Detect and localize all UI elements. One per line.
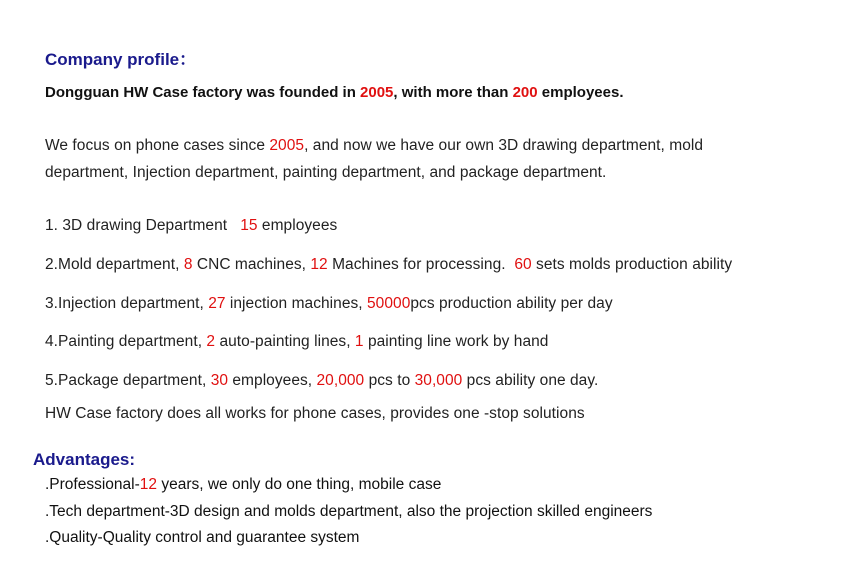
founded-text-3: employees. [537, 84, 624, 101]
dept2-num-3: 60 [514, 256, 532, 273]
founded-text-1: Dongguan HW Case factory was founded in [45, 84, 361, 101]
dept2-text-d: sets molds production ability [531, 256, 733, 273]
founded-year: 2005 [360, 84, 394, 101]
dept5-text-d: pcs ability one day. [462, 372, 599, 389]
focus-text-b: , and now we have our own 3D drawing department, mold [304, 137, 704, 154]
advantage-item-1 [45, 476, 441, 494]
dept5-num-2: 20,000 [316, 372, 365, 389]
dept5-text-a: 5.Package department, [45, 372, 211, 389]
department-item-1 [45, 217, 337, 235]
dept2-text-a: 2.Mold department, [45, 256, 184, 273]
dept3-text-b: injection machines, [225, 295, 368, 312]
founded-statement [45, 84, 624, 101]
summary-text: HW Case factory does all works for phone cases, provides one -stop solutions [45, 405, 585, 422]
adv1-num-1: 12 [139, 476, 158, 493]
dept3-text-c: pcs production ability per day [410, 295, 613, 312]
focus-line-2: department, Injection department, painting department, and package department. [45, 164, 607, 181]
department-item-4 [45, 333, 548, 351]
department-item-3 [45, 295, 613, 313]
dept4-text-c: painting line work by hand [363, 333, 549, 350]
dept5-text-b: employees, [228, 372, 317, 389]
dept2-text-b: CNC machines, [192, 256, 311, 273]
dept2-num-2: 12 [310, 256, 328, 273]
dept3-text-a: 3.Injection department, [45, 295, 209, 312]
dept4-num-1: 2 [206, 333, 216, 350]
dept5-text-c: pcs to [364, 372, 415, 389]
dept3-num-1: 27 [208, 295, 226, 312]
dept5-num-1: 30 [210, 372, 229, 389]
dept1-text-a: 1. 3D drawing Department [45, 217, 241, 234]
dept1-num-1: 15 [240, 217, 258, 234]
adv1-text-a: .Professional- [45, 476, 140, 493]
focus-year: 2005 [269, 137, 305, 154]
dept2-num-1: 8 [183, 256, 193, 273]
focus-text-a: We focus on phone cases since [45, 137, 270, 154]
dept4-num-2: 1 [354, 333, 364, 350]
dept3-num-2: 50000 [367, 295, 411, 312]
focus-line-1 [45, 137, 703, 155]
company-profile-heading: Company profile： [45, 50, 197, 69]
employee-count: 200 [512, 84, 538, 101]
founded-text-2: , with more than [393, 84, 513, 101]
advantage-item-2: .Tech department-3D design and molds department, also the projection skilled engineers [45, 503, 653, 520]
dept4-text-b: auto-painting lines, [215, 333, 355, 350]
dept5-num-3: 30,000 [414, 372, 463, 389]
dept1-text-b: employees [257, 217, 338, 234]
advantage-item-3: .Quality-Quality control and guarantee system [45, 529, 360, 546]
adv1-text-b: years, we only do one thing, mobile case [157, 476, 442, 493]
dept4-text-a: 4.Painting department, [45, 333, 207, 350]
dept2-text-c: Machines for processing. [327, 256, 515, 273]
department-item-2 [45, 256, 732, 274]
department-item-5 [45, 372, 598, 390]
advantages-heading: Advantages: [33, 450, 136, 469]
